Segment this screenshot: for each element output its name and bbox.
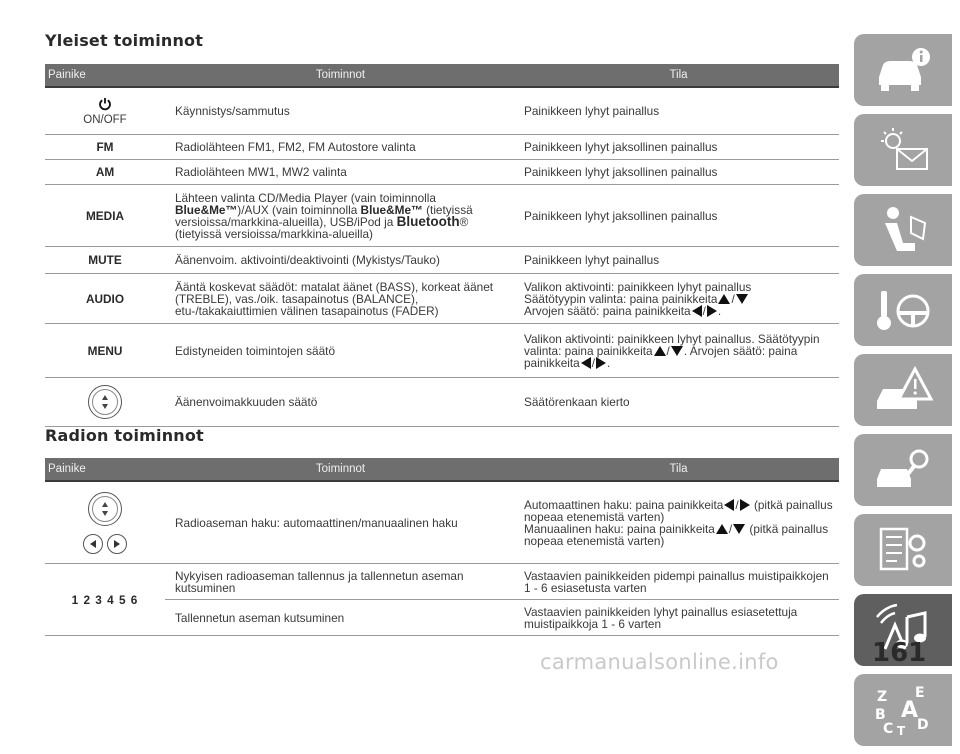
svg-text:C: C xyxy=(883,721,894,737)
arrow-left-icon xyxy=(692,305,702,317)
alphabetical-index-icon xyxy=(871,683,935,737)
header-toiminnot: Toiminnot xyxy=(315,463,366,475)
svg-text:B: B xyxy=(875,707,886,723)
chapter-tab-warning-lights[interactable] xyxy=(854,114,952,186)
button-label: AUDIO xyxy=(85,291,124,306)
function-text: Ääntä koskevat säädöt: matalat äänet (BASS), korkeat äänet (TREBLE), vas./oik. tasapainotus (BALANCE), etu-/takakaiuttimien välinen tasapainotus (FADER) xyxy=(175,279,494,318)
function-text: Käynnistys/sammutus xyxy=(175,104,290,118)
header-toiminnot: Toiminnot xyxy=(315,69,366,81)
arrow-right-icon xyxy=(740,499,750,511)
seat-safety-icon xyxy=(871,203,935,257)
arrow-down-icon xyxy=(671,346,683,356)
function-text: Äänenvoim. aktivointi/deaktivointi (Mykistys/Tauko) xyxy=(175,253,440,267)
table-row xyxy=(45,135,839,160)
button-label: MENU xyxy=(87,343,123,358)
button-label: MUTE xyxy=(88,253,122,267)
chapter-tab-emergency[interactable] xyxy=(854,354,952,426)
seek-left-button-icon xyxy=(83,534,103,554)
section-title-general: Yleiset toiminnot xyxy=(45,31,204,50)
checklist-gears-icon xyxy=(871,523,935,577)
header-tila: Tila xyxy=(669,69,688,81)
table-row xyxy=(45,324,839,378)
car-maintenance-tools-icon xyxy=(871,443,935,497)
arrow-up-icon xyxy=(718,294,730,304)
button-label: AM xyxy=(95,165,115,179)
chapter-tab-safety[interactable] xyxy=(854,194,952,266)
chapter-tab-technical-data[interactable] xyxy=(854,514,952,586)
header-painike: Painike xyxy=(48,463,86,475)
arrow-right-icon xyxy=(707,305,717,317)
svg-text:D: D xyxy=(917,717,929,733)
function-text: Nykyisen radioaseman tallennus ja tallennetun aseman kutsuminen xyxy=(175,568,464,595)
table-row xyxy=(45,88,839,135)
arrow-up-icon xyxy=(654,346,666,356)
svg-text:A: A xyxy=(901,698,919,723)
preset-buttons-label: 1 2 3 4 5 6 xyxy=(71,592,139,607)
warning-lights-message-icon xyxy=(871,123,935,177)
state-text: Valikon aktivointi: painikkeen lyhyt painallus Säätötyypin valinta: paina painikkeita / Arvojen säätö: paina painikkeita / . xyxy=(524,279,752,318)
state-text: Painikkeen lyhyt jaksollinen painallus xyxy=(524,208,718,223)
state-text: Painikkeen lyhyt painallus xyxy=(524,104,660,118)
breakdown-warning-triangle-icon xyxy=(871,363,935,417)
svg-text:E: E xyxy=(915,685,925,701)
table-row xyxy=(45,378,839,427)
arrow-up-icon xyxy=(716,524,728,534)
svg-text:T: T xyxy=(897,724,906,738)
power-icon xyxy=(98,97,112,111)
table-row xyxy=(45,185,839,247)
arrow-down-icon xyxy=(733,524,745,534)
chapter-tab-index[interactable] xyxy=(854,674,952,746)
table-row-presets xyxy=(45,564,839,636)
table-row xyxy=(45,274,839,324)
button-label: MEDIA xyxy=(85,208,124,223)
function-text: Edistyneiden toimintojen säätö xyxy=(175,343,336,358)
button-label: ON/OFF xyxy=(83,113,127,126)
rotary-knob-icon xyxy=(88,492,122,526)
svg-text:Z: Z xyxy=(877,689,888,705)
table-row xyxy=(45,160,839,185)
table-header xyxy=(45,458,839,482)
page-number: 161 xyxy=(872,638,927,668)
state-text: Vastaavien painikkeiden pidempi painallus muistipaikkojen 1 - 6 esiasetusta varten xyxy=(524,568,829,595)
state-text: Painikkeen lyhyt jaksollinen painallus xyxy=(524,140,718,154)
table-header xyxy=(45,64,839,88)
state-text: Vastaavien painikkeiden lyhyt painallus esiasetettuja muistipaikkoja 1 - 6 varten xyxy=(524,604,798,631)
function-text: Lähteen valinta CD/Media Player (vain toiminnolla Blue&Me™)/AUX (vain toiminnolla Blue&Me™ (tietyissä versioissa/markkina-alueilla), USB/iPod ja Bluetooth® (tietyissä versioissa/markkina-alueilla) xyxy=(175,190,473,241)
header-tila: Tila xyxy=(669,463,688,475)
header-painike: Painike xyxy=(48,69,86,81)
chapter-tab-starting-driving[interactable] xyxy=(854,274,952,346)
state-text: Automaattinen haku: paina painikkeita / (pitkä painallus nopeaa etenemistä varten) Manuaalinen haku: paina painikkeita / (pitkä painallus nopeaa etenemistä varten) xyxy=(524,497,833,548)
function-text: Äänenvoimakkuuden säätö xyxy=(175,395,318,409)
function-text: Radiolähteen FM1, FM2, FM Autostore valinta xyxy=(175,140,416,154)
seek-right-button-icon xyxy=(107,534,127,554)
button-label: FM xyxy=(96,140,114,154)
table-row xyxy=(45,247,839,274)
arrow-down-icon xyxy=(736,294,748,304)
watermark-text: carmanualsonline.info xyxy=(540,650,779,674)
arrow-left-icon xyxy=(724,499,734,511)
function-text: Tallennetun aseman kutsuminen xyxy=(175,610,345,625)
general-functions-table xyxy=(45,64,839,427)
car-info-icon xyxy=(871,43,935,97)
section-title-radio: Radion toiminnot xyxy=(45,426,204,445)
state-text: Valikon aktivointi: painikkeen lyhyt painallus. Säätötyypin valinta: paina painikkeita / . Arvojen säätö: paina painikkeita / . xyxy=(524,331,820,370)
state-text: Säätörenkaan kierto xyxy=(524,395,630,409)
chapter-tab-car-info[interactable] xyxy=(854,34,952,106)
radio-functions-table xyxy=(45,458,839,636)
state-text: Painikkeen lyhyt painallus xyxy=(524,253,660,267)
arrow-left-icon xyxy=(581,357,591,369)
chapter-tab-maintenance[interactable] xyxy=(854,434,952,506)
rotary-knob-icon xyxy=(88,385,122,419)
key-steering-wheel-icon xyxy=(871,283,935,337)
arrow-right-icon xyxy=(596,357,606,369)
function-text: Radiolähteen MW1, MW2 valinta xyxy=(175,165,347,179)
state-text: Painikkeen lyhyt jaksollinen painallus xyxy=(524,165,718,179)
function-text: Radioaseman haku: automaattinen/manuaalinen haku xyxy=(175,515,458,530)
table-row xyxy=(45,482,839,564)
